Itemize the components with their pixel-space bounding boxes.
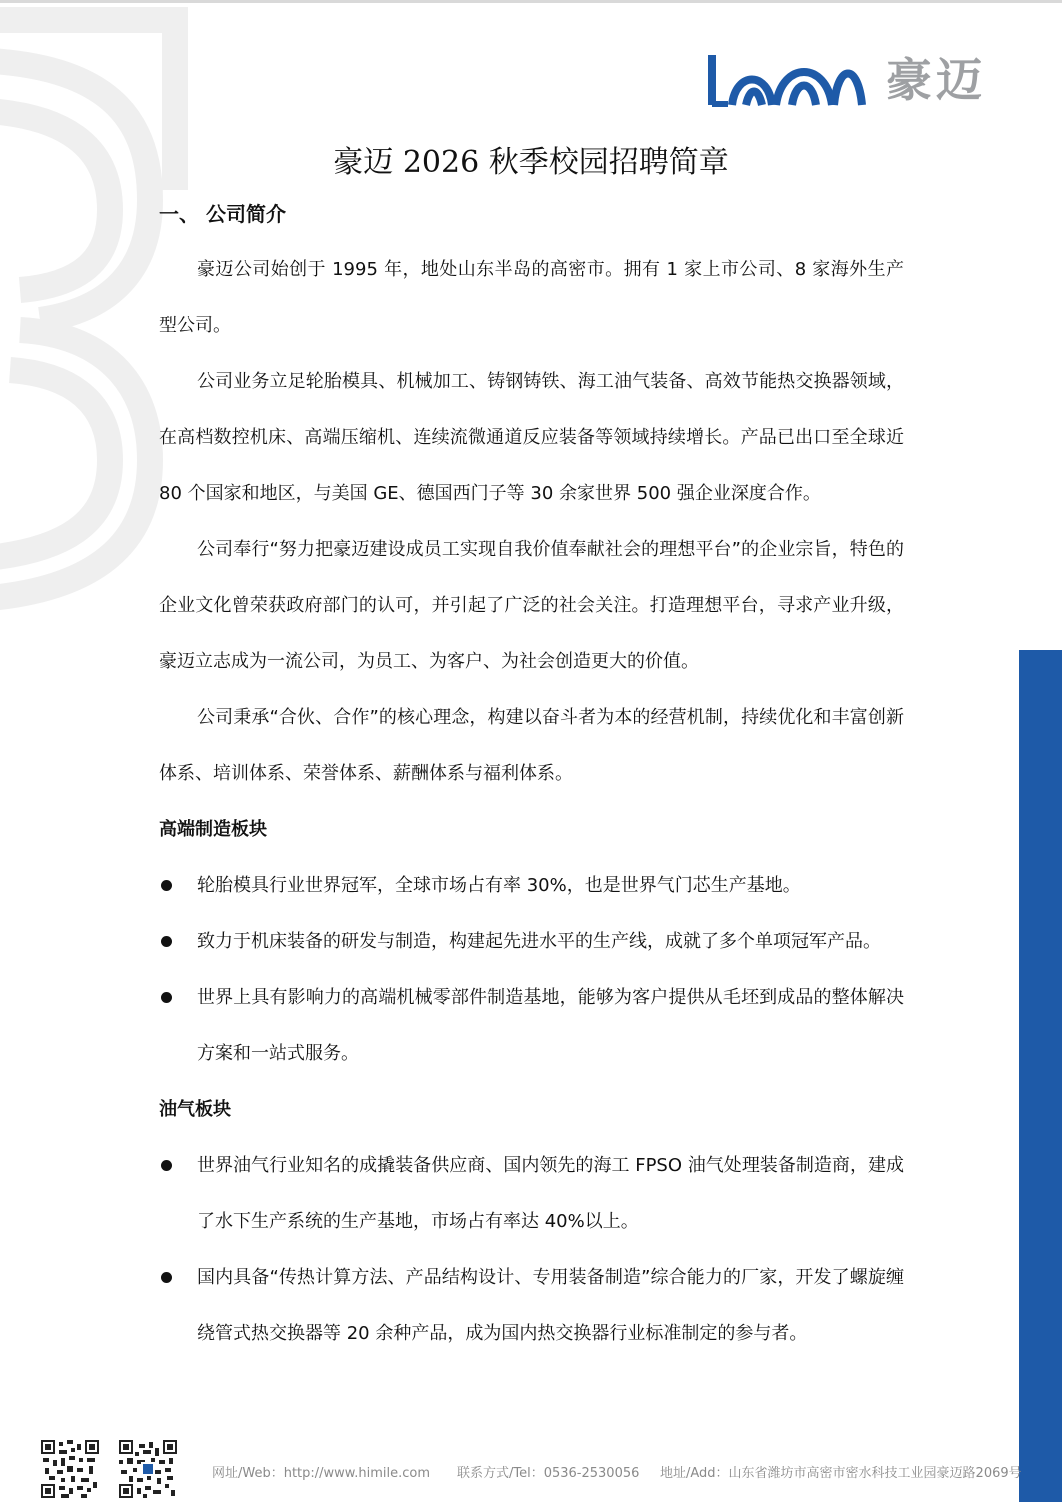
list-item xyxy=(159,1250,904,1362)
footer-website[interactable]: 网址/Web：http://www.himile.com xyxy=(212,1466,431,1481)
list-item-text: 国内具备“传热计算方法、产品结构设计、专用装备制造”综合能力的厂家，开发了螺旋缠绕管式热交换器等 20 余种产品，成为国内热交换器行业标准制定的参与者。 xyxy=(197,1267,904,1344)
document-title: 豪迈 2026 秋季校园招聘简章 xyxy=(333,145,729,180)
oil-gas-list xyxy=(159,1138,904,1362)
list-item-text: 世界油气行业知名的成撬装备供应商、国内领先的海工 FPSO 油气处理装备制造商，建成了水下生产系统的生产基地，市场占有率达 40%以上。 xyxy=(197,1155,904,1232)
qr-code-icon[interactable] xyxy=(119,1440,177,1498)
right-accent-bar xyxy=(1019,650,1062,1502)
bullet-icon xyxy=(161,936,172,947)
qr-code-icon[interactable] xyxy=(41,1440,99,1498)
list-item-text: 致力于机床装备的研发与制造，构建起先进水平的生产线，成就了多个单项冠军产品。 xyxy=(197,931,881,952)
list-item xyxy=(159,914,904,970)
intro-paragraph: 豪迈公司始创于 1995 年，地处山东半岛的高密市。拥有 1 家上市公司、8 家海外生产型公司。 xyxy=(159,259,904,336)
document-body xyxy=(159,186,904,1362)
subheading-manufacturing: 高端制造板块 xyxy=(159,819,267,840)
bullet-icon xyxy=(161,1160,172,1171)
subheading-oil-gas: 油气板块 xyxy=(159,1099,231,1120)
bullet-icon xyxy=(161,1272,172,1283)
bullet-icon xyxy=(161,992,172,1003)
list-item-text: 轮胎模具行业世界冠军，全球市场占有率 30%，也是世界气门芯生产基地。 xyxy=(197,875,801,896)
manufacturing-list xyxy=(159,858,904,1082)
footer-phone: 联系方式/Tel：0536-2530056 xyxy=(457,1466,640,1481)
company-logo xyxy=(706,50,1026,110)
intro-paragraph: 公司业务立足轮胎模具、机械加工、铸钢铸铁、海工油气装备、高效节能热交换器领域，在高档数控机床、高端压缩机、连续流微通道反应装备等领域持续增长。产品已出口至全球近 80 个国家和地区，与美国 GE、德国西门子等 30 余家世界 500 强企业深度合作。 xyxy=(159,371,904,504)
page-footer xyxy=(0,1438,1062,1502)
intro-paragraph: 公司秉承“合伙、合作”的核心理念，构建以奋斗者为本的经营机制，持续优化和丰富创新体系、培训体系、荣誉体系、薪酬体系与福利体系。 xyxy=(159,707,904,784)
logo-mark-icon xyxy=(706,53,866,107)
list-item xyxy=(159,970,904,1082)
section-heading-company-intro: 一、 公司简介 xyxy=(159,202,286,226)
logo-wordmark: 豪迈 xyxy=(886,53,986,107)
footer-address: 地址/Add：山东省潍坊市高密市密水科技工业园豪迈路2069号 xyxy=(660,1466,1022,1481)
list-item-text: 世界上具有影响力的高端机械零部件制造基地，能够为客户提供从毛坯到成品的整体解决方案和一站式服务。 xyxy=(197,987,904,1064)
bullet-icon xyxy=(161,880,172,891)
list-item xyxy=(159,1138,904,1250)
intro-paragraph: 公司奉行“努力把豪迈建设成员工实现自我价值奉献社会的理想平台”的企业宗旨，特色的企业文化曾荣获政府部门的认可，并引起了广泛的社会关注。打造理想平台，寻求产业升级，豪迈立志成为一流公司，为员工、为客户、为社会创造更大的价值。 xyxy=(159,539,904,672)
list-item xyxy=(159,858,904,914)
